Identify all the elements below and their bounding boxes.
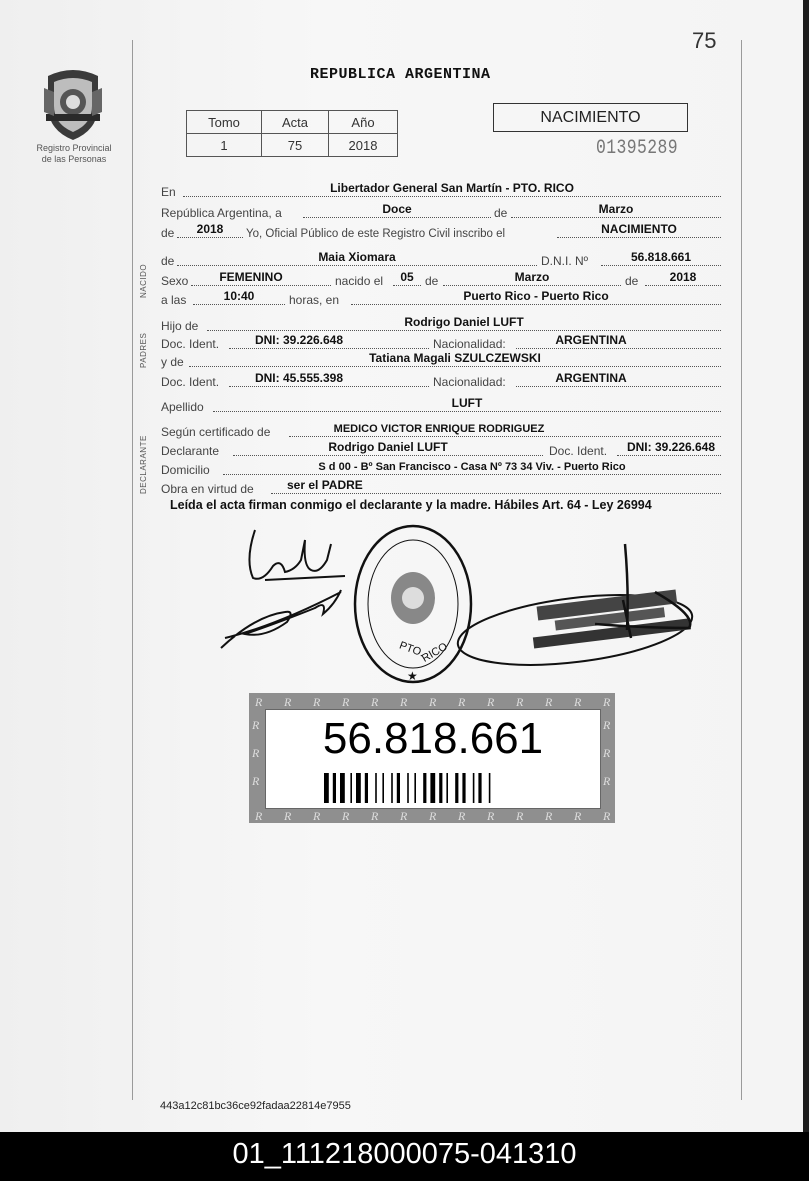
barcode-bar xyxy=(365,773,368,803)
sticker-pattern-letter: R xyxy=(400,809,408,823)
label-doc3: Doc. Ident. xyxy=(549,444,608,458)
barcode-icon xyxy=(324,773,544,803)
value-declarante: Rodrigo Daniel LUFT xyxy=(328,440,448,454)
barcode-bar xyxy=(462,773,465,803)
value-inscribo: NACIMIENTO xyxy=(601,222,677,236)
dni-number: 56.818.661 xyxy=(322,714,544,763)
row-sexo xyxy=(161,271,721,289)
dotted-line xyxy=(191,285,331,286)
value-declarante-doc: DNI: 39.226.648 xyxy=(626,440,716,454)
sticker-pattern-letter: R xyxy=(603,809,611,823)
value-nac-mes: Marzo xyxy=(514,270,550,284)
barcode-bar xyxy=(473,773,475,803)
sticker-pattern-letter: R xyxy=(545,809,553,823)
sticker-pattern-letter: R xyxy=(371,809,379,823)
row-apellido xyxy=(161,397,721,415)
page-number: 75 xyxy=(692,28,717,53)
sticker-pattern-letter: R xyxy=(342,809,350,823)
barcode-bar xyxy=(455,773,458,803)
sticker-pattern-letter: R xyxy=(487,809,495,823)
delegate-stamp-icon xyxy=(454,584,696,676)
row-nombre xyxy=(161,251,721,269)
label-obra: Obra en virtud de xyxy=(161,482,254,496)
row-certificado xyxy=(161,422,721,440)
registry-caption-line1: Registro Provincial xyxy=(36,143,112,153)
value-en: Libertador General San Martín - PTO. RICO xyxy=(330,181,574,195)
sticker-pattern-letter: R xyxy=(429,809,437,823)
dotted-line xyxy=(213,411,721,412)
serial-number: 01395289 xyxy=(596,137,679,160)
declarante-signature xyxy=(249,530,345,580)
barcode-bar xyxy=(375,773,377,803)
label-declarante: Declarante xyxy=(161,444,220,458)
sticker-pattern-letter: R xyxy=(603,718,611,732)
page-title: REPUBLICA ARGENTINA xyxy=(310,66,491,83)
row-padre-doc xyxy=(161,334,721,352)
svg-text:★: ★ xyxy=(407,669,418,683)
dotted-line xyxy=(229,348,429,349)
sticker-pattern-letter: R xyxy=(574,809,582,823)
sticker-pattern-letter: R xyxy=(255,809,263,823)
label-nacionalidad2: Nacionalidad: xyxy=(433,375,506,389)
side-label-padres: PADRES xyxy=(139,332,148,368)
sticker-pattern-letter: R xyxy=(429,695,437,709)
barcode-bar xyxy=(397,773,400,803)
row-obra xyxy=(161,479,721,497)
label-domicilio: Domicilio xyxy=(161,463,210,477)
label-en: En xyxy=(161,185,176,199)
dotted-line xyxy=(233,455,543,456)
sticker-pattern-letter: R xyxy=(516,809,524,823)
label-de4: de xyxy=(425,274,439,288)
value-nac-anio: 2018 xyxy=(669,270,697,284)
label-hijo: Hijo de xyxy=(161,319,199,333)
sticker-pattern-letter: R xyxy=(458,809,466,823)
dotted-line xyxy=(516,348,721,349)
sticker-pattern-letter: R xyxy=(516,695,524,709)
barcode-bar xyxy=(489,773,491,803)
label-certificado: Según certificado de xyxy=(161,425,271,439)
value-padre: Rodrigo Daniel LUFT xyxy=(404,315,524,329)
row-inscribo xyxy=(161,223,721,241)
barcode-bar xyxy=(391,773,393,803)
sticker-pattern-letter: R xyxy=(313,695,321,709)
file-label: 01_111218000075-041310 xyxy=(232,1138,577,1170)
side-label-declarante: DECLARANTE xyxy=(139,435,148,494)
label-de2: de xyxy=(161,226,175,240)
value-nac-dia: 05 xyxy=(400,270,414,284)
sticker-pattern-letter: R xyxy=(284,809,292,823)
sticker-pattern-letter: R xyxy=(400,695,408,709)
barcode-bar xyxy=(333,773,336,803)
dotted-line xyxy=(193,304,285,305)
value-anio: 2018 xyxy=(196,222,224,236)
sticker-pattern-letter: R xyxy=(545,695,553,709)
dotted-line xyxy=(601,265,721,266)
table-cell-tomo: 1 xyxy=(187,134,262,157)
registry-caption xyxy=(24,143,124,165)
sticker-pattern-letter: R xyxy=(252,774,260,788)
label-yde: y de xyxy=(161,355,184,369)
sticker-pattern-letter: R xyxy=(252,718,260,732)
dotted-line xyxy=(303,217,491,218)
closing-statement: Leída el acta firman conmigo el declarante y la madre. Hábiles Art. 64 - Ley 26994 xyxy=(170,498,652,512)
label-sexo: Sexo xyxy=(161,274,189,288)
dotted-line xyxy=(207,330,721,331)
label-dni: D.N.I. Nº xyxy=(541,254,589,268)
sticker-inner xyxy=(265,709,601,809)
province-emblem-icon xyxy=(40,66,106,142)
label-alas: a las xyxy=(161,293,187,307)
dotted-line xyxy=(645,285,721,286)
value-dia: Doce xyxy=(382,202,412,216)
sticker-pattern-letter: R xyxy=(255,695,263,709)
side-label-nacido: NACIDO xyxy=(139,263,148,298)
record-table xyxy=(186,110,398,157)
sticker-pattern-letter: R xyxy=(603,746,611,760)
table-header-acta: Acta xyxy=(262,111,329,134)
table-header-anio: Año xyxy=(329,111,398,134)
sticker-pattern-letter: R xyxy=(603,695,611,709)
row-hora xyxy=(161,290,721,308)
svg-text:PTO.: PTO. xyxy=(397,639,426,660)
barcode-bar xyxy=(446,773,448,803)
barcode-bar xyxy=(350,773,352,803)
dotted-line xyxy=(617,455,721,456)
row-fecha-inscripcion xyxy=(161,203,721,221)
row-madre-doc xyxy=(161,372,721,390)
barcode-bar xyxy=(324,773,329,803)
left-margin-line xyxy=(132,40,133,1100)
barcode-bar xyxy=(439,773,442,803)
label-de3: de xyxy=(161,254,175,268)
registry-caption-line2: de las Personas xyxy=(41,154,107,164)
value-lugar: Puerto Rico - Puerto Rico xyxy=(463,289,609,303)
label-yo: Yo, Oficial Público de este Registro Civil inscribo el xyxy=(246,228,506,240)
value-madre-nac: ARGENTINA xyxy=(555,371,627,385)
label-nacido: nacido el xyxy=(335,274,384,288)
sticker-pattern-letter: R xyxy=(371,695,379,709)
dotted-line xyxy=(443,285,621,286)
value-dni: 56.818.661 xyxy=(630,250,692,264)
sticker-pattern-letter: R xyxy=(487,695,495,709)
signatures-area xyxy=(215,520,715,690)
registry-seal-icon xyxy=(355,526,471,683)
sticker-pattern-letter: R xyxy=(252,746,260,760)
barcode-bar xyxy=(340,773,345,803)
value-madre-doc: DNI: 45.555.398 xyxy=(254,371,344,385)
barcode-bar xyxy=(430,773,435,803)
dotted-line xyxy=(516,386,721,387)
row-padre xyxy=(161,316,721,334)
value-madre: Tatiana Magali SZULCZEWSKI xyxy=(369,351,541,365)
dotted-line xyxy=(229,386,429,387)
value-padre-nac: ARGENTINA xyxy=(555,333,627,347)
value-certificado: MEDICO VICTOR ENRIQUE RODRIGUEZ xyxy=(333,423,545,435)
sticker-pattern-letter: R xyxy=(284,695,292,709)
label-republica: República Argentina, a xyxy=(161,206,282,220)
sticker-pattern-letter: R xyxy=(574,695,582,709)
barcode-bar xyxy=(356,773,361,803)
label-de5: de xyxy=(625,274,639,288)
dotted-line xyxy=(557,237,721,238)
label-apellido: Apellido xyxy=(161,400,204,414)
sticker-pattern-letter: R xyxy=(603,774,611,788)
value-apellido: LUFT xyxy=(451,396,483,410)
value-sexo: FEMENINO xyxy=(219,270,283,284)
barcode-bar xyxy=(407,773,409,803)
dotted-line xyxy=(177,237,243,238)
page-edge xyxy=(803,0,809,1132)
barcode-bar xyxy=(414,773,416,803)
value-nombre: Maia Xiomara xyxy=(318,250,396,264)
value-mes: Marzo xyxy=(598,202,634,216)
barcode-bar xyxy=(423,773,426,803)
sticker-pattern-letter: R xyxy=(313,809,321,823)
label-de: de xyxy=(494,206,508,220)
dotted-line xyxy=(393,285,421,286)
svg-text:RICO: RICO xyxy=(419,640,450,665)
value-domicilio: S d 00 - Bº San Francisco - Casa Nº 73 34 Viv. - Puerto Rico xyxy=(318,461,626,473)
table-cell-anio: 2018 xyxy=(329,134,398,157)
dotted-line xyxy=(189,366,721,367)
label-doc: Doc. Ident. xyxy=(161,337,220,351)
barcode-bar xyxy=(478,773,481,803)
label-nacionalidad: Nacionalidad: xyxy=(433,337,506,351)
sticker-pattern-letter: R xyxy=(342,695,350,709)
dotted-line xyxy=(511,217,721,218)
label-doc2: Doc. Ident. xyxy=(161,375,220,389)
document-hash: 443a12c81bc36ce92fadaa22814e7955 xyxy=(160,1100,351,1112)
dotted-line xyxy=(289,436,721,437)
barcode-bar xyxy=(382,773,384,803)
value-obra: ser el PADRE xyxy=(287,478,363,492)
dotted-line xyxy=(177,265,537,266)
madre-signature xyxy=(221,590,341,648)
row-en xyxy=(161,182,721,200)
row-madre xyxy=(161,352,721,370)
row-declarante xyxy=(161,441,721,459)
label-horas: horas, en xyxy=(289,293,340,307)
dotted-line xyxy=(223,474,721,475)
dotted-line xyxy=(271,493,721,494)
dni-sticker xyxy=(249,693,615,823)
sticker-pattern-letter: R xyxy=(458,695,466,709)
value-hora: 10:40 xyxy=(223,289,255,303)
dotted-line xyxy=(351,304,721,305)
row-domicilio xyxy=(161,460,721,478)
document-type-box: NACIMIENTO xyxy=(493,103,688,132)
dotted-line xyxy=(183,196,721,197)
right-margin-line xyxy=(741,40,742,1100)
table-header-tomo: Tomo xyxy=(187,111,262,134)
value-padre-doc: DNI: 39.226.648 xyxy=(254,333,344,347)
table-cell-acta: 75 xyxy=(262,134,329,157)
